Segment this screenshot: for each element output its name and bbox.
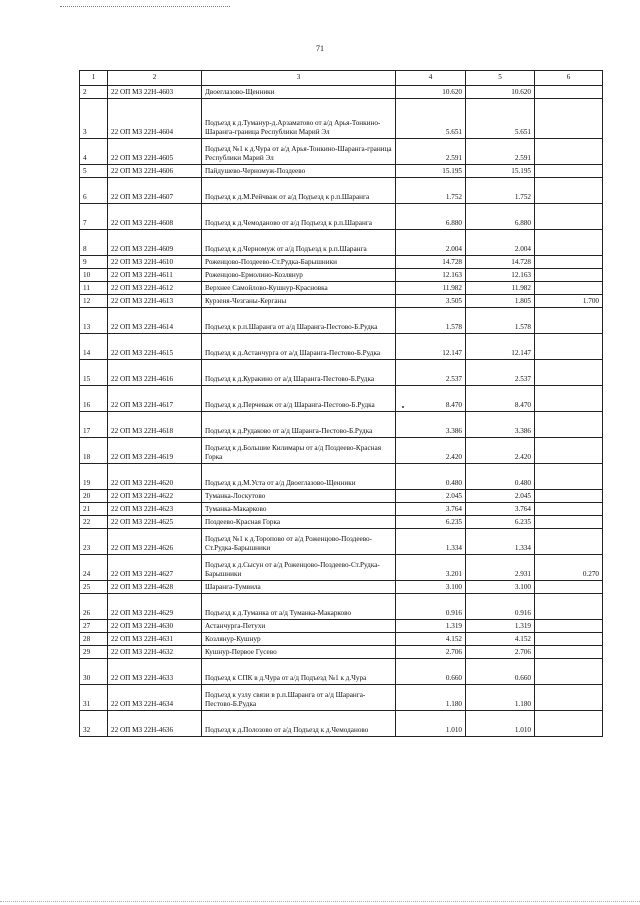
- road-name: Двоеглазово-Щенники: [202, 86, 396, 99]
- length-col5: 2.931: [466, 555, 535, 581]
- length-col6: [535, 581, 603, 594]
- length-col5: 1.752: [466, 178, 535, 204]
- road-name: Подъезд к д.Чемоданово от а/д Подъезд к р.п.Шаранга: [202, 204, 396, 230]
- table-row: [80, 360, 603, 386]
- table-row: [80, 594, 603, 620]
- road-code: 22 ОП МЗ 22Н-4626: [108, 529, 202, 555]
- length-col5: 3.386: [466, 412, 535, 438]
- scan-speck: [402, 406, 404, 408]
- length-col6: [535, 529, 603, 555]
- row-number: 14: [80, 334, 108, 360]
- road-code: 22 ОП МЗ 22Н-4616: [108, 360, 202, 386]
- length-col5: 14.728: [466, 256, 535, 269]
- length-total: 1.578: [396, 308, 466, 334]
- length-total: 1.180: [396, 685, 466, 711]
- road-name: Пайдушево-Черномуж-Поздеево: [202, 165, 396, 178]
- header-row: [80, 71, 603, 86]
- road-code: 22 ОП МЗ 22Н-4632: [108, 646, 202, 659]
- row-number: 13: [80, 308, 108, 334]
- length-total: 1.319: [396, 620, 466, 633]
- road-name: Подъезд №1 к д.Торопово от а/д Роженцово-Поздеево-Ст.Рудка-Барышники: [202, 529, 396, 555]
- road-name: Подъезд к д.Сысун от а/д Роженцово-Поздеево-Ст.Рудка-Барышники: [202, 555, 396, 581]
- table-row: [80, 256, 603, 269]
- road-name: Курзеня-Чезганы-Керганы: [202, 295, 396, 308]
- length-total: 0.916: [396, 594, 466, 620]
- length-col5: 2.004: [466, 230, 535, 256]
- road-name: Подъезд к д.Куракино от а/д Шаранга-Пестово-Б.Рудка: [202, 360, 396, 386]
- road-code: 22 ОП МЗ 22Н-4630: [108, 620, 202, 633]
- length-col6: [535, 256, 603, 269]
- length-col5: 0.916: [466, 594, 535, 620]
- table-row: [80, 581, 603, 594]
- length-col5: 2.706: [466, 646, 535, 659]
- road-name: Подъезд к д.Астанчурга от а/д Шаранга-Пестово-Б.Рудка: [202, 334, 396, 360]
- length-total: 6.235: [396, 516, 466, 529]
- length-total: 0.660: [396, 659, 466, 685]
- length-total: 10.620: [396, 86, 466, 99]
- road-name: Шаранга-Тумвила: [202, 581, 396, 594]
- road-code: 22 ОП МЗ 22Н-4619: [108, 438, 202, 464]
- length-col6: [535, 646, 603, 659]
- length-total: 2.706: [396, 646, 466, 659]
- road-name: Роженцово-Ермолино-Козлянур: [202, 269, 396, 282]
- length-col5: 12.163: [466, 269, 535, 282]
- row-number: 4: [80, 139, 108, 165]
- length-col5: 2.537: [466, 360, 535, 386]
- road-name: Подъезд к узлу связи в р.п.Шаранга от а/д Шаранга-Пестово-Б.Рудка: [202, 685, 396, 711]
- road-code: 22 ОП МЗ 22Н-4631: [108, 633, 202, 646]
- scan-edge-top: [60, 6, 230, 7]
- row-number: 29: [80, 646, 108, 659]
- length-col5: 4.152: [466, 633, 535, 646]
- row-number: 12: [80, 295, 108, 308]
- table-row: [80, 659, 603, 685]
- road-code: 22 ОП МЗ 22Н-4613: [108, 295, 202, 308]
- road-name: Кушнур-Первое Гусево: [202, 646, 396, 659]
- length-col5: 0.480: [466, 464, 535, 490]
- length-col5: 1.578: [466, 308, 535, 334]
- road-name: Подъезд к д.Туманур-д.Арзаматово от а/д Арья-Тонкино-Шаранга-граница Республики Марий Эл: [202, 99, 396, 139]
- table-row: [80, 685, 603, 711]
- length-col5: 1.805: [466, 295, 535, 308]
- road-name: Подъезд к д.Черномуж от а/д Подъезд к р.п.Шаранга: [202, 230, 396, 256]
- table-row: [80, 178, 603, 204]
- length-col5: 2.420: [466, 438, 535, 464]
- row-number: 18: [80, 438, 108, 464]
- row-number: 21: [80, 503, 108, 516]
- table-row: [80, 503, 603, 516]
- length-col6: 1.700: [535, 295, 603, 308]
- length-col5: 5.651: [466, 99, 535, 139]
- length-col6: 0.270: [535, 555, 603, 581]
- length-col6: [535, 386, 603, 412]
- length-total: 2.591: [396, 139, 466, 165]
- length-col6: [535, 464, 603, 490]
- length-col6: [535, 503, 603, 516]
- length-col5: 6.235: [466, 516, 535, 529]
- row-number: 31: [80, 685, 108, 711]
- length-col6: [535, 99, 603, 139]
- table-row: [80, 139, 603, 165]
- table-row: [80, 99, 603, 139]
- row-number: 23: [80, 529, 108, 555]
- road-name: Подъезд к д.М.Уста от а/д Двоеглазово-Щенники: [202, 464, 396, 490]
- length-total: 1.334: [396, 529, 466, 555]
- length-col6: [535, 711, 603, 737]
- road-name: Подъезд к р.п.Шаранга от а/д Шаранга-Пестово-Б.Рудка: [202, 308, 396, 334]
- length-col6: [535, 685, 603, 711]
- table-row: [80, 295, 603, 308]
- length-total: 3.505: [396, 295, 466, 308]
- row-number: 6: [80, 178, 108, 204]
- table-row: [80, 308, 603, 334]
- length-col5: 1.010: [466, 711, 535, 737]
- length-total: 2.420: [396, 438, 466, 464]
- length-total: 8.470: [396, 386, 466, 412]
- road-name: Подъезд к д.Большие Килимары от а/д Поздеево-Красная Горка: [202, 438, 396, 464]
- road-name: Подъезд к д.М.Рейчваж от а/д Подъезд к р.п.Шаранга: [202, 178, 396, 204]
- page-number: 71: [316, 44, 324, 53]
- road-code: 22 ОП МЗ 22Н-4611: [108, 269, 202, 282]
- length-col5: 1.180: [466, 685, 535, 711]
- length-total: 2.537: [396, 360, 466, 386]
- length-col6: [535, 659, 603, 685]
- length-total: 5.651: [396, 99, 466, 139]
- row-number: 32: [80, 711, 108, 737]
- row-number: 27: [80, 620, 108, 633]
- row-number: 2: [80, 86, 108, 99]
- table-row: [80, 633, 603, 646]
- road-code: 22 ОП МЗ 22Н-4605: [108, 139, 202, 165]
- road-code: 22 ОП МЗ 22Н-4636: [108, 711, 202, 737]
- row-number: 10: [80, 269, 108, 282]
- row-number: 17: [80, 412, 108, 438]
- length-total: 2.045: [396, 490, 466, 503]
- table-body: [80, 86, 603, 737]
- row-number: 8: [80, 230, 108, 256]
- row-number: 15: [80, 360, 108, 386]
- header-col-5: 5: [466, 71, 535, 86]
- table-row: [80, 230, 603, 256]
- scan-edge-bottom: [0, 901, 640, 902]
- table-row: [80, 438, 603, 464]
- row-number: 3: [80, 99, 108, 139]
- road-code: 22 ОП МЗ 22Н-4604: [108, 99, 202, 139]
- length-total: 4.152: [396, 633, 466, 646]
- length-col5: 2.591: [466, 139, 535, 165]
- road-code: 22 ОП МЗ 22Н-4610: [108, 256, 202, 269]
- road-code: 22 ОП МЗ 22Н-4615: [108, 334, 202, 360]
- table-row: [80, 529, 603, 555]
- road-code: 22 ОП МЗ 22Н-4629: [108, 594, 202, 620]
- table-row: [80, 269, 603, 282]
- length-col5: 10.620: [466, 86, 535, 99]
- road-code: 22 ОП МЗ 22Н-4628: [108, 581, 202, 594]
- road-code: 22 ОП МЗ 22Н-4614: [108, 308, 202, 334]
- length-col6: [535, 139, 603, 165]
- length-col6: [535, 360, 603, 386]
- row-number: 9: [80, 256, 108, 269]
- table-row: [80, 204, 603, 230]
- length-total: 3.764: [396, 503, 466, 516]
- road-name: Подъезд к д.Рудаково от а/д Шаранга-Пестово-Б.Рудка: [202, 412, 396, 438]
- length-total: 15.195: [396, 165, 466, 178]
- road-name: Подъезд к д.Полозово от а/д Подъезд к д.Чемоданово: [202, 711, 396, 737]
- length-col5: 3.764: [466, 503, 535, 516]
- length-total: 1.010: [396, 711, 466, 737]
- road-name: Поздеево-Красная Горка: [202, 516, 396, 529]
- table-row: [80, 464, 603, 490]
- road-code: 22 ОП МЗ 22Н-4603: [108, 86, 202, 99]
- road-name: Подъезд к д.Туманка от а/д Туманка-Макарково: [202, 594, 396, 620]
- road-name: Астанчурга-Петухи: [202, 620, 396, 633]
- length-col6: [535, 308, 603, 334]
- length-col6: [535, 282, 603, 295]
- length-col5: 3.100: [466, 581, 535, 594]
- table-row: [80, 516, 603, 529]
- length-col5: 8.470: [466, 386, 535, 412]
- length-total: 11.982: [396, 282, 466, 295]
- row-number: 7: [80, 204, 108, 230]
- length-col5: 12.147: [466, 334, 535, 360]
- road-code: 22 ОП МЗ 22Н-4618: [108, 412, 202, 438]
- length-total: 3.201: [396, 555, 466, 581]
- road-name: Туманка-Макарково: [202, 503, 396, 516]
- header-col-6: 6: [535, 71, 603, 86]
- road-name: Подъезд к д.Перчеваж от а/д Шаранга-Пестово-Б.Рудка: [202, 386, 396, 412]
- table-header: [80, 71, 603, 86]
- row-number: 11: [80, 282, 108, 295]
- length-col6: [535, 490, 603, 503]
- length-col6: [535, 633, 603, 646]
- length-total: 12.163: [396, 269, 466, 282]
- road-code: 22 ОП МЗ 22Н-4634: [108, 685, 202, 711]
- table-row: [80, 646, 603, 659]
- table-row: [80, 620, 603, 633]
- header-col-3: 3: [202, 71, 396, 86]
- road-code: 22 ОП МЗ 22Н-4608: [108, 204, 202, 230]
- roads-table: [79, 70, 603, 737]
- row-number: 25: [80, 581, 108, 594]
- length-total: 2.004: [396, 230, 466, 256]
- road-code: 22 ОП МЗ 22Н-4623: [108, 503, 202, 516]
- length-col6: [535, 230, 603, 256]
- length-col5: 6.880: [466, 204, 535, 230]
- road-code: 22 ОП МЗ 22Н-4612: [108, 282, 202, 295]
- length-col5: 15.195: [466, 165, 535, 178]
- length-col6: [535, 178, 603, 204]
- length-col5: 11.982: [466, 282, 535, 295]
- row-number: 28: [80, 633, 108, 646]
- road-code: 22 ОП МЗ 22Н-4617: [108, 386, 202, 412]
- table-row: [80, 412, 603, 438]
- length-col6: [535, 86, 603, 99]
- row-number: 5: [80, 165, 108, 178]
- table-row: [80, 282, 603, 295]
- length-total: 14.728: [396, 256, 466, 269]
- row-number: 20: [80, 490, 108, 503]
- road-code: 22 ОП МЗ 22Н-4622: [108, 490, 202, 503]
- road-name: Туманка-Лоскутово: [202, 490, 396, 503]
- length-col5: 2.045: [466, 490, 535, 503]
- road-name: Козлянур-Кушнур: [202, 633, 396, 646]
- length-col5: 0.660: [466, 659, 535, 685]
- table-row: [80, 386, 603, 412]
- road-code: 22 ОП МЗ 22Н-4609: [108, 230, 202, 256]
- length-total: 0.480: [396, 464, 466, 490]
- header-col-4: 4: [396, 71, 466, 86]
- header-col-2: 2: [108, 71, 202, 86]
- road-code: 22 ОП МЗ 22Н-4627: [108, 555, 202, 581]
- row-number: 16: [80, 386, 108, 412]
- table-row: [80, 334, 603, 360]
- length-col5: 1.319: [466, 620, 535, 633]
- length-total: 3.100: [396, 581, 466, 594]
- length-col5: 1.334: [466, 529, 535, 555]
- length-col6: [535, 204, 603, 230]
- length-col6: [535, 165, 603, 178]
- road-code: 22 ОП МЗ 22Н-4607: [108, 178, 202, 204]
- road-code: 22 ОП МЗ 22Н-4633: [108, 659, 202, 685]
- row-number: 24: [80, 555, 108, 581]
- header-col-1: 1: [80, 71, 108, 86]
- row-number: 19: [80, 464, 108, 490]
- length-total: 1.752: [396, 178, 466, 204]
- length-col6: [535, 620, 603, 633]
- length-col6: [535, 516, 603, 529]
- length-col6: [535, 334, 603, 360]
- length-total: 6.880: [396, 204, 466, 230]
- length-col6: [535, 594, 603, 620]
- length-col6: [535, 412, 603, 438]
- length-col6: [535, 269, 603, 282]
- table-row: [80, 711, 603, 737]
- road-name: Подъезд к СПК в д.Чура от а/д Подъезд №1 к д.Чура: [202, 659, 396, 685]
- road-code: 22 ОП МЗ 22Н-4606: [108, 165, 202, 178]
- table-row: [80, 165, 603, 178]
- road-name: Подъезд №1 к д.Чура от а/д Арья-Тонкино-Шаранга-граница Республики Марий Эл: [202, 139, 396, 165]
- road-name: Верхнее Самойлово-Кушнур-Красновка: [202, 282, 396, 295]
- row-number: 26: [80, 594, 108, 620]
- table-row: [80, 555, 603, 581]
- length-total: 3.386: [396, 412, 466, 438]
- length-total: 12.147: [396, 334, 466, 360]
- road-code: 22 ОП МЗ 22Н-4625: [108, 516, 202, 529]
- length-col6: [535, 438, 603, 464]
- table-row: [80, 86, 603, 99]
- row-number: 30: [80, 659, 108, 685]
- row-number: 22: [80, 516, 108, 529]
- road-code: 22 ОП МЗ 22Н-4620: [108, 464, 202, 490]
- table-row: [80, 490, 603, 503]
- road-name: Роженцово-Поздеево-Ст.Рудка-Барышники: [202, 256, 396, 269]
